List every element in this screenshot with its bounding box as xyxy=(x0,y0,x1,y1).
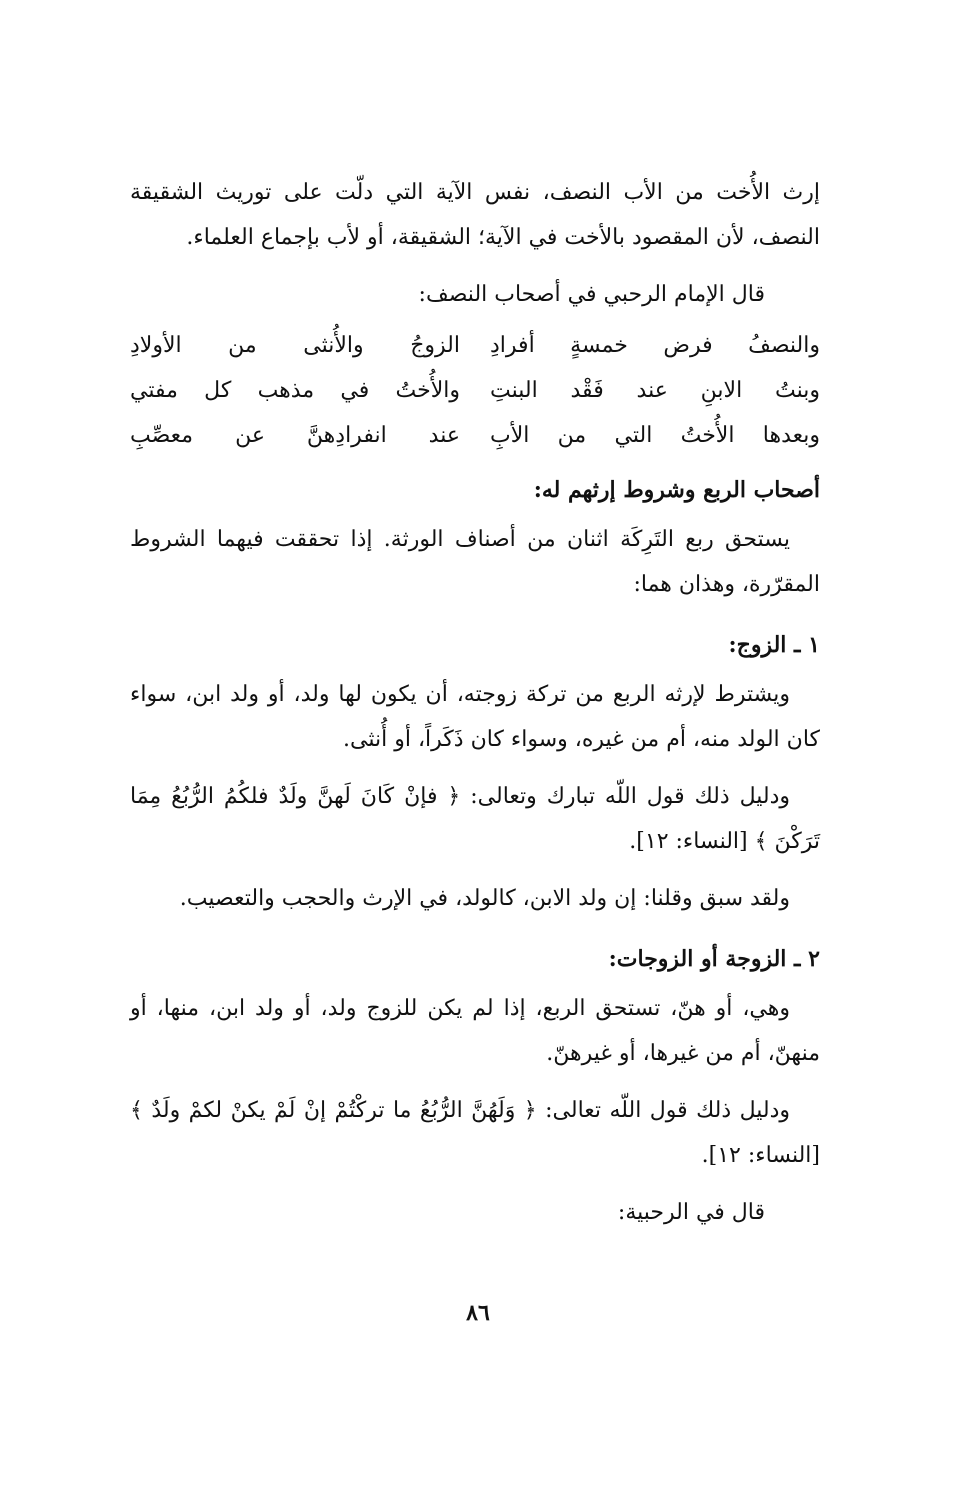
paragraph-husband-note: ولقد سبق وقلنا: إن ولد الابن، كالولد، في الإرث والحجب والتعصيب. xyxy=(179,886,790,911)
subheading-husband: ١ ـ الزوج: xyxy=(728,632,820,658)
verse-second-half: والأُختُ في مذهب كل مفتي xyxy=(130,378,460,403)
poem-verse xyxy=(130,323,820,368)
verse-second-half: عند انفرادِهنَّ عن معصِّبِ xyxy=(130,423,460,448)
verse-first-half: وبعدها الأُختُ التي من الأبِ xyxy=(490,423,820,448)
subheading-wife: ٢ ـ الزوجة أو الزوجات: xyxy=(608,946,820,972)
poem-intro-rahbiyya: قال في الرحبية: xyxy=(617,1200,765,1225)
paragraph-husband-condition: ويشترط لإرثه الربع من تركة زوجته، أن يكون لها ولد، أو ولد ابن، سواء كان الولد منه، أم من غيره، وسواء كان ذَكَراً، أو أُنثى. xyxy=(130,682,820,752)
paragraph-wife-condition: وهي، أو هنّ، تستحق الربع، إذا لم يكن للزوج ولد، أو ولد ابن، منها، أو منهنّ، أم من غيرها، أو غيرهنّ. xyxy=(130,996,820,1066)
paragraph-wife-evidence: ودليل ذلك قول اللّه تعالى: ﴿ وَلَهُنَّ الرُّبُعُ ما تركْتُمْ إنْ لَمْ يكنْ لكمْ ولَدٌ ﴾ [النساء: ١٢]. xyxy=(130,1098,820,1168)
poem-half-shares xyxy=(130,323,820,458)
section-heading-quarter: أصحاب الربع وشروط إرثهم له: xyxy=(533,477,820,503)
verse-first-half: وبنتُ الابنِ عند فَقْد البنتِ xyxy=(490,378,820,403)
paragraph-sister-inheritance: إرث الأُخت من الأب النصف، نفس الآية التي دلّت على توريث الشقيقة النصف، لأن المقصود بالأخت في الآية؛ الشقيقة، أو لأب بإجماع العلماء. xyxy=(130,180,820,250)
verse-second-half: الزوجُ والأُنثى من الأولادِ xyxy=(130,333,460,358)
poem-verse xyxy=(130,368,820,413)
page-body xyxy=(130,170,820,1241)
poem-intro: قال الإمام الرحبي في أصحاب النصف: xyxy=(418,282,765,307)
paragraph-husband-evidence: ودليل ذلك قول اللّه تبارك وتعالى: ﴿ فإنْ كَانَ لَهنَّ ولَدٌ فلكُمُ الرُّبُعُ مِمَا تَرَكْنَ ﴾ [النساء: ١٢]. xyxy=(130,784,820,854)
verse-first-half: والنصفُ فرض خمسةٍ أفرادِ xyxy=(490,333,820,358)
poem-verse xyxy=(130,413,820,458)
page-number: ٨٦ xyxy=(466,1300,490,1326)
paragraph-quarter-intro: يستحق ربع التَرِكَة اثنان من أصناف الورثة. إذا تحققت فيهما الشروط المقرّرة، وهذان هما: xyxy=(130,527,820,597)
